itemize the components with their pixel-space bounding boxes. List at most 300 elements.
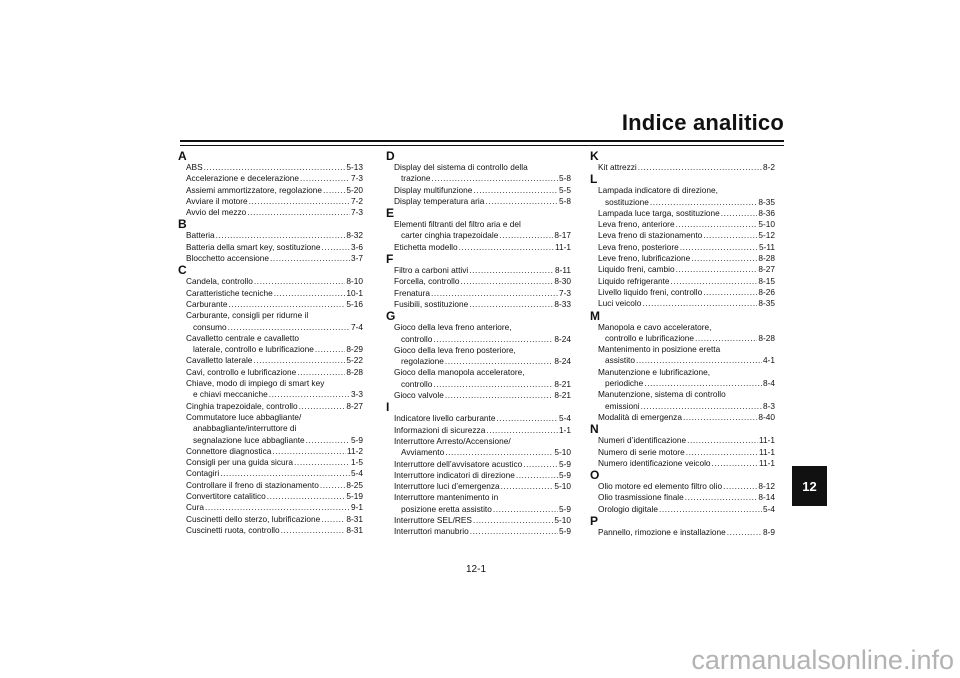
index-entry[interactable] — [178, 502, 363, 513]
index-entry[interactable] — [590, 242, 775, 253]
entry-text: posizione eretta assistito — [401, 503, 492, 514]
dot-leader — [253, 355, 345, 366]
section-letter: E — [386, 206, 395, 221]
dot-leader — [433, 379, 553, 390]
entry-text: Avviamento — [401, 447, 445, 458]
entry-page-ref: 7-3 — [559, 287, 571, 298]
entry-page-ref: 8-3 — [763, 400, 775, 411]
section-letter: K — [590, 149, 599, 163]
dot-leader — [485, 196, 558, 207]
dot-leader — [469, 299, 553, 310]
index-entry[interactable] — [178, 491, 363, 502]
entry-text: Leva freno, anteriore — [598, 219, 675, 230]
index-entry[interactable] — [178, 378, 363, 401]
dot-leader — [727, 527, 762, 538]
entry-text: Liquido freni, cambio — [598, 264, 675, 275]
index-column-2 — [386, 150, 571, 538]
entry-text: Gioco della leva freno posteriore, — [394, 344, 516, 355]
entry-page-ref: 8-31 — [346, 524, 363, 535]
dot-leader — [432, 173, 558, 184]
entry-text: Olio motore ed elemento filtro olio — [598, 481, 723, 492]
index-entry[interactable] — [386, 390, 571, 401]
dot-leader — [272, 446, 346, 457]
entry-page-ref: 5-10 — [554, 447, 571, 458]
entry-page-ref: 5-9 — [559, 526, 571, 537]
entry-page-ref: 5-13 — [346, 162, 363, 172]
entry-page-ref: 5-10 — [554, 515, 571, 526]
dot-leader — [703, 287, 757, 298]
entry-text: Olio trasmissione finale — [598, 492, 684, 503]
index-entry[interactable] — [386, 196, 571, 207]
entry-text: Batteria — [186, 230, 215, 241]
dot-leader — [680, 242, 758, 253]
entry-text: Convertitore catalitico — [186, 491, 266, 502]
dot-leader — [676, 219, 758, 230]
dot-leader — [306, 435, 350, 446]
dot-leader — [712, 458, 758, 469]
dot-leader — [254, 276, 346, 287]
section-letter: P — [590, 514, 599, 529]
dot-leader — [281, 525, 346, 536]
entry-text: Interruttore Arresto/Accensione/ — [394, 435, 511, 446]
entry-page-ref: 5-9 — [351, 434, 363, 445]
entry-page-ref: 5-8 — [559, 195, 571, 206]
entry-text: Frenatura — [394, 287, 430, 298]
section-letter: A — [178, 149, 187, 163]
entry-page-ref: 8-27 — [346, 400, 363, 411]
index-entry[interactable] — [590, 219, 775, 230]
index-entry[interactable] — [590, 162, 775, 173]
entry-page-ref: 8-26 — [758, 286, 775, 297]
entry-text: Avvio del mezzo — [186, 207, 247, 218]
section-letter: C — [178, 263, 187, 278]
index-entry[interactable] — [590, 253, 775, 264]
entry-text: Numero di serie motore — [598, 446, 685, 457]
index-entry[interactable] — [178, 207, 363, 218]
entry-page-ref: 8-33 — [554, 298, 571, 309]
entry-page-ref: 7-2 — [351, 195, 363, 206]
index-entry[interactable] — [178, 412, 363, 446]
entry-page-ref: 4-1 — [763, 355, 775, 366]
entry-page-ref: 8-35 — [758, 196, 775, 207]
entry-page-ref: 5-20 — [346, 184, 363, 195]
entry-page-ref: 8-4 — [763, 378, 775, 389]
index-entry[interactable] — [386, 288, 571, 299]
entry-text: Leva freno, posteriore — [598, 241, 679, 252]
entry-page-ref: 5-12 — [758, 230, 775, 241]
entry-text: Batteria della smart key, sostituzione — [186, 241, 321, 252]
entry-text: Caratteristiche tecniche — [186, 287, 273, 298]
chapter-tab-label: 12 — [802, 478, 817, 494]
entry-text: regolazione — [401, 356, 444, 367]
index-entry[interactable] — [178, 367, 363, 378]
dot-leader — [644, 378, 762, 389]
index-entry[interactable] — [386, 367, 571, 390]
entry-page-ref: 8-17 — [554, 230, 571, 241]
header-rule — [180, 140, 784, 142]
entry-text: anabbagliante/interruttore di — [193, 423, 297, 434]
entry-page-ref: 5-11 — [759, 241, 775, 252]
entry-page-ref: 9-1 — [351, 502, 363, 513]
dot-leader — [486, 425, 558, 436]
entry-page-ref: 1-1 — [559, 424, 571, 435]
index-entry[interactable] — [386, 436, 571, 459]
entry-page-ref: 8-24 — [554, 356, 571, 367]
section-letter: O — [590, 468, 600, 483]
index-entry[interactable] — [386, 299, 571, 310]
entry-text: Avviare il motore — [186, 195, 248, 206]
dot-leader — [499, 230, 553, 241]
index-entry[interactable] — [386, 276, 571, 287]
entry-text: Orologio digitale — [598, 503, 658, 514]
index-entry[interactable] — [590, 412, 775, 423]
entry-text: emissioni — [605, 400, 640, 411]
index-entry[interactable] — [178, 468, 363, 479]
section-letter: F — [386, 252, 394, 267]
index-entry[interactable] — [590, 208, 775, 219]
dot-leader — [220, 468, 350, 479]
entry-page-ref: 8-29 — [346, 344, 363, 355]
section-letter: N — [590, 422, 599, 437]
index-entry[interactable] — [386, 526, 571, 537]
index-entry[interactable] — [590, 492, 775, 503]
index-entry[interactable] — [178, 230, 363, 241]
entry-page-ref: 8-35 — [758, 298, 775, 309]
entry-text: assistito — [605, 355, 635, 366]
index-entry[interactable] — [178, 333, 363, 356]
entry-text: Forcella, controllo — [394, 276, 460, 287]
entry-page-ref: 7-3 — [351, 207, 363, 218]
entry-text: Leve freno, lubrificazione — [598, 253, 691, 264]
entry-page-ref: 5-4 — [351, 468, 363, 479]
index-entry[interactable] — [590, 276, 775, 287]
index-column-3 — [590, 150, 775, 538]
entry-text: e chiavi meccaniche — [193, 389, 268, 400]
dot-leader — [703, 230, 757, 241]
entry-page-ref: 8-2 — [763, 162, 775, 172]
entry-page-ref: 5-10 — [758, 219, 775, 230]
entry-page-ref: 3-6 — [351, 241, 363, 252]
index-entry[interactable] — [178, 173, 363, 184]
section-letter: L — [590, 172, 598, 187]
dot-leader — [523, 459, 558, 470]
index-entry[interactable] — [386, 470, 571, 481]
entry-text: Numero identificazione veicolo — [598, 457, 711, 468]
dot-leader — [247, 207, 350, 218]
entry-text: Candela, controllo — [186, 276, 253, 287]
entry-text: Cavalletto laterale — [186, 355, 253, 366]
entry-text: Gioco della manopola acceleratore, — [394, 367, 525, 378]
dot-leader — [691, 253, 757, 264]
entry-text: Manopola e cavo acceleratore, — [598, 321, 712, 332]
entry-page-ref: 8-30 — [554, 276, 571, 287]
index-entry[interactable] — [178, 480, 363, 491]
dot-leader — [445, 356, 553, 367]
index-entry[interactable] — [590, 527, 775, 538]
dot-leader — [686, 447, 758, 458]
entry-page-ref: 8-25 — [346, 479, 363, 490]
entry-text: periodiche — [605, 378, 644, 389]
dot-leader — [269, 389, 350, 400]
index-entry[interactable] — [386, 322, 571, 345]
index-entry[interactable] — [178, 242, 363, 253]
entry-text: laterale, controllo e lubrificazione — [193, 344, 314, 355]
index-entry[interactable] — [386, 162, 571, 185]
index-entry[interactable] — [386, 425, 571, 436]
dot-leader — [470, 526, 558, 537]
section-letter: D — [386, 149, 395, 163]
entry-page-ref: 11-2 — [347, 445, 363, 456]
entry-text: Display temperatura aria — [394, 195, 485, 206]
dot-leader — [431, 288, 558, 299]
entry-page-ref: 8-24 — [554, 333, 571, 344]
index-entry[interactable] — [178, 310, 363, 333]
index-entry[interactable] — [590, 298, 775, 309]
dot-leader — [294, 457, 350, 468]
dot-leader — [445, 447, 553, 458]
index-entry[interactable] — [178, 253, 363, 264]
entry-text: Liquido refrigerante — [598, 275, 670, 286]
section-letter: I — [386, 400, 390, 415]
entry-text: Cavi, controllo e lubrificazione — [186, 366, 297, 377]
index-entry[interactable] — [178, 457, 363, 468]
dot-leader — [315, 344, 346, 355]
entry-text: Blocchetto accensione — [186, 253, 270, 264]
index-entry[interactable] — [590, 185, 775, 208]
dot-leader — [671, 276, 758, 287]
entry-page-ref: 7-4 — [351, 321, 363, 332]
index-entry[interactable] — [178, 401, 363, 412]
dot-leader — [216, 230, 346, 241]
entry-page-ref: 8-36 — [758, 207, 775, 218]
entry-text: Pannello, rimozione e installazione — [598, 527, 726, 538]
entry-page-ref: 5-22 — [346, 355, 363, 366]
entry-text: Manutenzione e lubrificazione, — [598, 366, 711, 377]
entry-text: trazione — [401, 173, 431, 184]
entry-page-ref: 8-32 — [346, 230, 363, 241]
entry-page-ref: 11-1 — [555, 241, 571, 252]
index-entry[interactable] — [590, 230, 775, 241]
dot-leader — [323, 185, 345, 196]
index-entry[interactable] — [590, 367, 775, 390]
entry-text: Contagiri — [186, 468, 220, 479]
entry-text: Cinghia trapezoidale, controllo — [186, 400, 298, 411]
index-entry[interactable] — [386, 481, 571, 492]
entry-text: Commutatore luce abbagliante/ — [186, 411, 302, 422]
index-entry[interactable] — [386, 185, 571, 196]
index-entry[interactable] — [386, 515, 571, 526]
entry-text: Elementi filtranti del filtro aria e del — [394, 219, 521, 230]
dot-leader — [228, 322, 350, 333]
entry-text: Lampada luce targa, sostituzione — [598, 207, 720, 218]
entry-text: Interruttore mantenimento in — [394, 492, 499, 503]
entry-text: Interruttore luci d’emergenza — [394, 481, 500, 492]
index-entry[interactable] — [590, 389, 775, 412]
dot-leader — [473, 185, 558, 196]
entry-text: sostituzione — [605, 196, 649, 207]
entry-text: Consigli per una guida sicura — [186, 457, 294, 468]
entry-page-ref: 5-9 — [559, 458, 571, 469]
entry-text: Mantenimento in posizione eretta — [598, 344, 721, 355]
entry-text: Accelerazione e decelerazione — [186, 173, 300, 184]
dot-leader — [685, 492, 758, 503]
entry-text: Lampada indicatore di direzione, — [598, 185, 718, 196]
chapter-tab[interactable] — [792, 466, 827, 506]
entry-page-ref: 8-21 — [554, 390, 571, 401]
index-entry[interactable] — [590, 322, 775, 345]
dot-leader — [493, 504, 558, 515]
entry-page-ref: 8-27 — [758, 264, 775, 275]
entry-page-ref: 8-11 — [555, 265, 571, 276]
dot-leader — [721, 208, 758, 219]
entry-text: Luci veicolo — [598, 298, 642, 309]
entry-page-ref: 5-9 — [559, 503, 571, 514]
entry-text: Livello liquido freni, controllo — [598, 286, 703, 297]
entry-page-ref: 5-4 — [559, 413, 571, 424]
entry-text: Gioco valvole — [394, 390, 444, 401]
entry-text: Connettore diagnostica — [186, 445, 272, 456]
index-entry[interactable] — [178, 355, 363, 366]
entry-text: Informazioni di sicurezza — [394, 424, 486, 435]
entry-text: Gioco della leva freno anteriore, — [394, 322, 512, 333]
entry-page-ref: 3-7 — [351, 253, 363, 264]
entry-page-ref: 11-1 — [759, 457, 775, 468]
index-entry[interactable] — [590, 435, 775, 446]
dot-leader — [320, 480, 346, 491]
index-entry[interactable] — [178, 446, 363, 457]
index-entry[interactable] — [590, 287, 775, 298]
entry-text: Cuscinetti dello sterzo, lubrificazione — [186, 513, 321, 524]
entry-text: Modalità di emergenza — [598, 411, 682, 422]
dot-leader — [204, 162, 346, 173]
index-entry[interactable] — [590, 344, 775, 367]
entry-page-ref: 8-10 — [346, 276, 363, 287]
entry-page-ref: 8-28 — [758, 332, 775, 343]
entry-page-ref: 5-8 — [559, 173, 571, 184]
dot-leader — [516, 470, 558, 481]
dot-leader — [229, 299, 346, 310]
entry-text: consumo — [193, 321, 227, 332]
dot-leader — [659, 504, 762, 515]
index-entry[interactable] — [178, 525, 363, 536]
dot-leader — [695, 333, 757, 344]
entry-text: Fusibili, sostituzione — [394, 298, 469, 309]
entry-page-ref: 11-1 — [759, 435, 775, 446]
dot-leader — [433, 334, 553, 345]
dot-leader — [322, 242, 350, 253]
index-entry[interactable] — [590, 481, 775, 492]
index-entry[interactable] — [590, 264, 775, 275]
index-entry[interactable] — [178, 276, 363, 287]
index-entry[interactable] — [386, 413, 571, 424]
entry-text: Interruttore indicatori di direzione — [394, 469, 515, 480]
index-entry[interactable] — [386, 459, 571, 470]
index-entry[interactable] — [178, 288, 363, 299]
dot-leader — [297, 367, 345, 378]
entry-page-ref: 8-9 — [763, 527, 775, 538]
entry-page-ref: 8-21 — [554, 378, 571, 389]
dot-leader — [723, 481, 757, 492]
entry-text: Carburante, consigli per ridurne il — [186, 310, 309, 321]
entry-page-ref: 5-16 — [346, 298, 363, 309]
dot-leader — [459, 242, 554, 253]
entry-text: Cura — [186, 502, 204, 513]
index-entry[interactable] — [386, 345, 571, 368]
entry-page-ref: 7-3 — [351, 173, 363, 184]
dot-leader — [642, 298, 757, 309]
index-entry[interactable] — [386, 492, 571, 515]
entry-text: Manutenzione, sistema di controllo — [598, 389, 726, 400]
section-letter: G — [386, 309, 396, 324]
index-entry[interactable] — [590, 447, 775, 458]
dot-leader — [249, 196, 350, 207]
entry-text: Numeri d’identificazione — [598, 435, 687, 446]
dot-leader — [469, 265, 554, 276]
entry-page-ref: 3-3 — [351, 389, 363, 400]
entry-page-ref: 11-1 — [759, 446, 775, 457]
dot-leader — [683, 412, 757, 423]
entry-page-ref: 8-40 — [758, 411, 775, 422]
index-entry[interactable] — [386, 219, 571, 242]
entry-text: controllo e lubrificazione — [605, 332, 695, 343]
entry-page-ref: 10-1 — [346, 287, 363, 298]
page-number: 12-1 — [466, 564, 487, 575]
watermark: carmanualsonline.info — [691, 645, 954, 675]
dot-leader — [267, 491, 346, 502]
dot-leader — [473, 515, 553, 526]
index-entry[interactable] — [178, 162, 363, 173]
entry-text: Display multifunzione — [394, 184, 473, 195]
entry-text: controllo — [401, 378, 433, 389]
entry-text: Carburante — [186, 298, 228, 309]
entry-page-ref: 8-12 — [758, 481, 775, 492]
index-entry[interactable] — [178, 185, 363, 196]
page-title: Indice analitico — [621, 110, 784, 135]
entry-text: Assiemi ammortizzatore, regolazione — [186, 184, 323, 195]
dot-leader — [321, 514, 345, 525]
dot-leader — [270, 253, 350, 264]
entry-page-ref: 5-4 — [763, 503, 775, 514]
entry-page-ref: 8-28 — [758, 253, 775, 264]
index-entry[interactable] — [590, 504, 775, 515]
entry-text: carter cinghia trapezoidale — [401, 230, 499, 241]
dot-leader — [636, 355, 762, 366]
dot-leader — [299, 401, 346, 412]
index-entry[interactable] — [386, 242, 571, 253]
entry-page-ref: 8-28 — [346, 366, 363, 377]
entry-page-ref: 5-19 — [346, 491, 363, 502]
entry-text: Leva freno di stazionamento — [598, 230, 703, 241]
entry-text: Etichetta modello — [394, 241, 458, 252]
entry-text: controllo — [401, 333, 433, 344]
index-entry[interactable] — [386, 265, 571, 276]
dot-leader — [300, 173, 350, 184]
index-column-1 — [178, 150, 363, 536]
entry-page-ref: 8-31 — [346, 513, 363, 524]
index-entry[interactable] — [178, 514, 363, 525]
section-letter: B — [178, 217, 187, 232]
entry-text: Chiave, modo di impiego di smart key — [186, 378, 325, 389]
entry-text: Controllare il freno di stazionamento — [186, 479, 319, 490]
index-entry[interactable] — [178, 196, 363, 207]
index-entry[interactable] — [178, 299, 363, 310]
entry-text: Filtro a carboni attivi — [394, 265, 469, 276]
dot-leader — [205, 502, 350, 513]
header-rule-thin — [180, 145, 784, 146]
dot-leader — [496, 413, 558, 424]
index-entry[interactable] — [590, 458, 775, 469]
dot-leader — [650, 197, 758, 208]
